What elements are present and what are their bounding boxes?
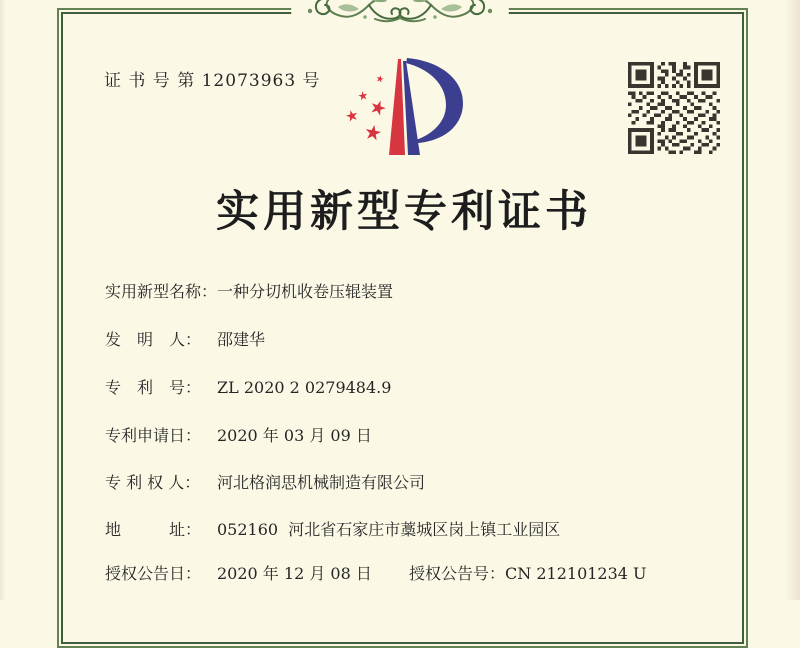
field-value: 邵建华 [217,330,266,349]
field-row-patentee [105,472,425,494]
field-row-utility-model-name [105,281,393,303]
floral-scroll-ornament-icon [275,0,525,31]
field-value: ZL 2020 2 0279484.9 [217,378,392,397]
scan-edge-shadow-left [0,0,6,600]
field-label: 发 明 人： [105,330,202,349]
field-label: 专利申请日： [105,426,202,445]
field-label: 专 利 号： [105,378,202,397]
field-row-address [105,519,560,541]
scan-edge-shadow-right [784,0,800,600]
field-label: 授权公告日： [105,564,202,583]
certificate-title: 实用新型专利证书 [216,187,592,237]
qr-code-icon [628,62,720,154]
field-row-grant-number [409,563,647,585]
field-row-inventor [105,329,265,351]
field-label: 地 址： [105,520,202,539]
field-label: 实用新型名称： [105,282,218,301]
field-row-patent-number [105,377,391,399]
field-value: CN 212101234 U [505,564,647,583]
field-value: 一种分切机收卷压辊装置 [217,282,394,301]
field-value: 2020 年 03 月 09 日 [217,426,372,445]
field-value: 052160 河北省石家庄市藁城区岗上镇工业园区 [217,520,561,539]
certificate-number: 证 书 号 第 12073963 号 [104,71,321,91]
field-row-grant-date [105,563,745,585]
field-value: 2020 年 12 月 08 日 [217,564,372,583]
field-value: 河北格润思机械制造有限公司 [217,473,426,492]
field-label: 专 利 权 人： [105,473,201,492]
cnipa-patent-emblem-icon [330,53,490,163]
field-row-filing-date [105,425,372,447]
field-label: 授权公告号： [409,564,506,583]
